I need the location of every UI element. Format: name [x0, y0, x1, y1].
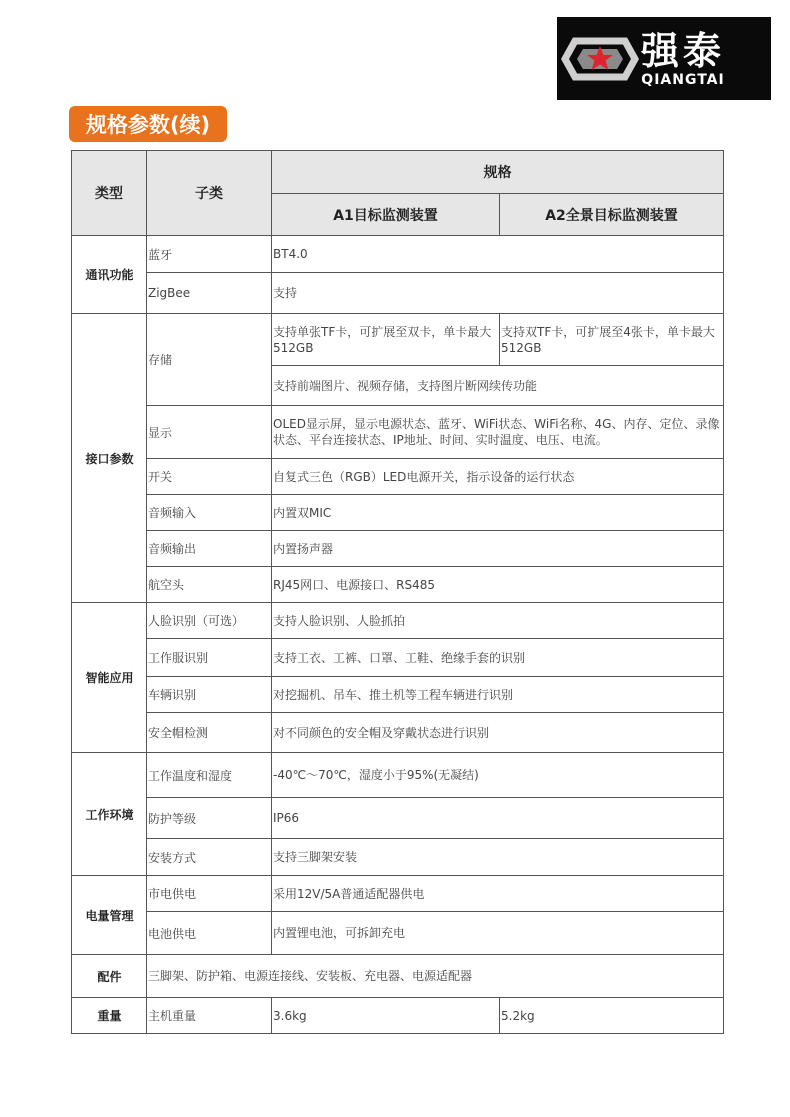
- table-row: [72, 639, 724, 677]
- subtype-mains: 市电供电: [147, 876, 272, 912]
- brand-name-cn: 强泰: [641, 28, 726, 73]
- subtype-switch: 开关: [147, 459, 272, 495]
- table-row: [72, 567, 724, 603]
- subtype-helmet: 安全帽检测: [147, 713, 272, 753]
- subtype-uniform: 工作服识别: [147, 639, 272, 677]
- header-type: 类型: [72, 151, 147, 236]
- table-row: [72, 677, 724, 713]
- table-row: [72, 314, 724, 366]
- value-helmet: 对不同颜色的安全帽及穿戴状态进行识别: [272, 713, 724, 753]
- value-zigbee: 支持: [272, 273, 724, 314]
- subtype-protection: 防护等级: [147, 798, 272, 839]
- category-environment: 工作环境: [72, 753, 147, 876]
- value-vehicle: 对挖掘机、吊车、推土机等工程车辆进行识别: [272, 677, 724, 713]
- value-uniform: 支持工衣、工裤、口罩、工鞋、绝缘手套的识别: [272, 639, 724, 677]
- table-row: [72, 998, 724, 1034]
- table-row: [72, 753, 724, 798]
- value-weight-a2: 5.2kg: [500, 998, 724, 1034]
- table-row: [72, 955, 724, 998]
- header-a2: A2全景目标监测装置: [500, 194, 724, 236]
- value-protection: IP66: [272, 798, 724, 839]
- subtype-battery: 电池供电: [147, 912, 272, 955]
- section-title: 规格参数(续): [69, 106, 227, 142]
- table-row: [72, 798, 724, 839]
- value-storage-a1: 支持单张TF卡，可扩展至双卡，单卡最大512GB: [272, 314, 500, 366]
- value-storage-common: 支持前端图片、视频存储，支持图片断网续传功能: [272, 366, 724, 406]
- value-display: OLED显示屏，显示电源状态、蓝牙、WiFi状态、WiFi名称、4G、内存、定位、录像状态、平台连接状态、IP地址、时间、实时温度、电压、电流。: [272, 406, 724, 459]
- category-comm: 通讯功能: [72, 236, 147, 314]
- category-weight: 重量: [72, 998, 147, 1034]
- table-row: [72, 876, 724, 912]
- category-accessories: 配件: [72, 955, 147, 998]
- subtype-mounting: 安装方式: [147, 839, 272, 876]
- header-subtype: 子类: [147, 151, 272, 236]
- subtype-face: 人脸识别（可选）: [147, 603, 272, 639]
- table-row: [72, 273, 724, 314]
- qiangtai-logo-icon: [561, 29, 639, 89]
- table-row: [72, 406, 724, 459]
- value-face: 支持人脸识别、人脸抓拍: [272, 603, 724, 639]
- spec-table: [71, 150, 724, 1034]
- table-row: [72, 459, 724, 495]
- value-temperature: -40℃～70℃，湿度小于95%(无凝结): [272, 753, 724, 798]
- table-row: [72, 713, 724, 753]
- table-row: [72, 839, 724, 876]
- subtype-bluetooth: 蓝牙: [147, 236, 272, 273]
- subtype-zigbee: ZigBee: [147, 273, 272, 314]
- value-audio-out: 内置扬声器: [272, 531, 724, 567]
- subtype-display: 显示: [147, 406, 272, 459]
- category-interface: 接口参数: [72, 314, 147, 603]
- brand-name-en: QIANGTAI: [641, 71, 725, 88]
- category-smart: 智能应用: [72, 603, 147, 753]
- table-row: [72, 912, 724, 955]
- subtype-audio-in: 音频输入: [147, 495, 272, 531]
- table-row: [72, 531, 724, 567]
- value-accessories: 三脚架、防护箱、电源连接线、安装板、充电器、电源适配器: [147, 955, 724, 998]
- header-a1: A1目标监测装置: [272, 194, 500, 236]
- subtype-weight: 主机重量: [147, 998, 272, 1034]
- table-row: [72, 495, 724, 531]
- subtype-vehicle: 车辆识别: [147, 677, 272, 713]
- value-bluetooth: BT4.0: [272, 236, 724, 273]
- header-spec: 规格: [272, 151, 724, 194]
- value-storage-a2: 支持双TF卡，可扩展至4张卡，单卡最大512GB: [500, 314, 724, 366]
- subtype-audio-out: 音频输出: [147, 531, 272, 567]
- value-battery: 内置锂电池，可拆卸充电: [272, 912, 724, 955]
- value-mains: 采用12V/5A普通适配器供电: [272, 876, 724, 912]
- table-header-row: [72, 151, 724, 194]
- value-mounting: 支持三脚架安装: [272, 839, 724, 876]
- table-row: [72, 603, 724, 639]
- value-weight-a1: 3.6kg: [272, 998, 500, 1034]
- subtype-temperature: 工作温度和湿度: [147, 753, 272, 798]
- brand-logo: [557, 17, 771, 100]
- value-switch: 自复式三色（RGB）LED电源开关，指示设备的运行状态: [272, 459, 724, 495]
- subtype-storage: 存储: [147, 314, 272, 406]
- table-row: [72, 236, 724, 273]
- value-audio-in: 内置双MIC: [272, 495, 724, 531]
- value-aviation: RJ45网口、电源接口、RS485: [272, 567, 724, 603]
- subtype-aviation: 航空头: [147, 567, 272, 603]
- category-power: 电量管理: [72, 876, 147, 955]
